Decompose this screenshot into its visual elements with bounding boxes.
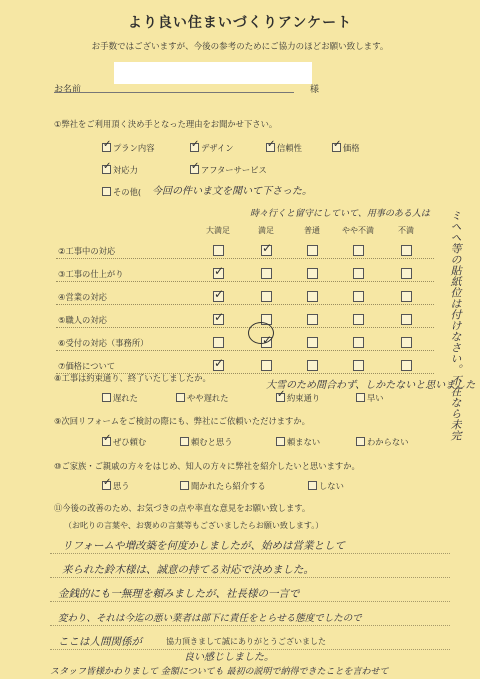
rating-checkbox[interactable]	[307, 337, 318, 348]
checkbox-icon[interactable]	[180, 481, 189, 490]
checkbox-icon[interactable]	[276, 437, 285, 446]
q10-option-yes[interactable]: ✓思う	[102, 480, 130, 492]
q1-other-handwritten: 今回の件いま文を聞いて下さった。	[152, 186, 312, 197]
rating-row-label: ④営業の対応	[58, 292, 107, 302]
checkbox-icon[interactable]	[102, 165, 111, 174]
checkbox-icon[interactable]	[102, 393, 111, 402]
q11-handwritten-closing: 良い感じしました。	[184, 652, 274, 663]
answer-line	[50, 553, 450, 554]
q11-handwritten-line-5: ここは人間関係が	[58, 636, 142, 648]
q11-handwritten-line-2: 来られた鈴木様は、誠意の持てる対応で決めました。	[62, 564, 314, 576]
q11-handwritten-line-4: 変わり、それは今迄の悪い業者は部下に責任をとらせる態度でしたので	[58, 613, 362, 624]
header-very-satisfied: 大満足	[206, 226, 230, 235]
header-neutral: 普通	[304, 226, 320, 235]
q11-handwritten-line-3: 金銭的にも一無理を頼みましたが、社長様の一言で	[58, 588, 300, 600]
q10-option-no[interactable]: しない	[308, 480, 344, 492]
checkbox-icon[interactable]	[190, 143, 199, 152]
rating-checkbox[interactable]	[213, 314, 224, 325]
rating-checkbox[interactable]	[261, 268, 272, 279]
answer-line	[50, 601, 450, 602]
rating-checkbox[interactable]	[307, 314, 318, 325]
rating-checkbox[interactable]	[353, 245, 364, 256]
rating-checkbox[interactable]	[353, 268, 364, 279]
rating-checkbox[interactable]	[213, 291, 224, 302]
name-redaction	[114, 62, 312, 84]
q1-option-plan[interactable]: ✓プラン内容	[102, 142, 155, 154]
rating-row-label: ⑦価格について	[58, 361, 116, 371]
rating-checkbox[interactable]	[307, 268, 318, 279]
rating-row-label: ⑥受付の対応（事務所）	[58, 338, 149, 348]
checkbox-icon[interactable]	[180, 437, 189, 446]
rating-checkbox[interactable]	[353, 291, 364, 302]
q9-option-no[interactable]: 頼まない	[276, 436, 320, 448]
q11-subnote: （お叱りの言葉や、お褒めの言葉等もございましたらお願い致します。）	[64, 521, 324, 530]
q9-option-definitely[interactable]: ✓ぜひ頼む	[102, 436, 146, 448]
q8-option-early[interactable]: 早い	[356, 392, 384, 404]
page-title: より良い住まいづくりアンケート	[127, 15, 353, 31]
rating-checkbox[interactable]	[401, 337, 412, 348]
q1-option-price[interactable]: ✓ 価格	[332, 142, 360, 154]
rating-checkbox[interactable]	[213, 245, 224, 256]
checkbox-icon[interactable]	[308, 481, 317, 490]
rating-checkbox[interactable]	[353, 314, 364, 325]
answer-line	[50, 625, 450, 626]
header-satisfied: 満足	[258, 226, 274, 235]
rating-checkbox[interactable]	[261, 360, 272, 371]
q10-question: ⑩ご家族・ご親戚の方々をはじめ、知人の方々に弊社を紹介したいと思いますか。	[54, 461, 360, 471]
q1-option-response[interactable]: ✓対応力	[102, 164, 138, 176]
rating-checkbox[interactable]	[401, 268, 412, 279]
checkbox-icon[interactable]	[356, 437, 365, 446]
q1-option-trust[interactable]: ✓ 信頼性	[266, 142, 302, 154]
rating-annotation-handwritten: 時々行くと留守にしていて、用事のある人は	[250, 209, 430, 219]
row-divider	[56, 258, 434, 259]
rating-checkbox[interactable]	[307, 360, 318, 371]
checkbox-icon[interactable]	[102, 187, 111, 196]
checkbox-icon[interactable]	[176, 393, 185, 402]
rating-row-label: ⑤職人の対応	[58, 315, 107, 325]
row-divider	[56, 304, 434, 305]
rating-checkbox[interactable]	[261, 245, 272, 256]
checkbox-icon[interactable]	[332, 143, 341, 152]
q8-option-slightly-late[interactable]: やや遅れた	[176, 392, 229, 404]
q1-option-other[interactable]: その他(	[102, 186, 141, 198]
q8-option-on-time[interactable]: ✓ 約束通り	[276, 392, 320, 404]
rating-checkbox[interactable]	[261, 291, 272, 302]
rating-checkbox[interactable]	[213, 268, 224, 279]
rating-checkbox[interactable]	[213, 360, 224, 371]
name-suffix: 様	[310, 85, 320, 95]
thanks-text: 協力頂きまして誠にありがとうございました	[166, 637, 326, 646]
checkbox-icon[interactable]	[356, 393, 365, 402]
rating-checkbox[interactable]	[401, 291, 412, 302]
row-divider	[56, 327, 434, 328]
checkbox-icon[interactable]	[190, 165, 199, 174]
q8-option-late[interactable]: 遅れた	[102, 392, 138, 404]
q11-handwritten-line-1: リフォームや増改築を何度かしましたが、始めは営業として	[62, 540, 345, 552]
q11-handwritten-bottom: スタッフ皆様かわりまして 金額についても 最初の説明で納得できたことを言わせて	[50, 667, 389, 677]
checkbox-icon[interactable]	[266, 143, 275, 152]
rating-checkbox[interactable]	[353, 360, 364, 371]
rating-checkbox[interactable]	[353, 337, 364, 348]
row-divider	[56, 350, 434, 351]
q1-question: ①弊社をご利用頂く決め手となった理由をお聞かせ下さい。	[54, 119, 278, 129]
checkbox-icon[interactable]	[276, 393, 285, 402]
rating-row-label: ②工事中の対応	[58, 246, 116, 256]
name-underline	[54, 92, 294, 93]
q9-option-unknown[interactable]: わからない	[356, 436, 409, 448]
checkbox-icon[interactable]	[102, 481, 111, 490]
rating-row-label: ③工事の仕上がり	[58, 269, 124, 279]
row-divider	[56, 281, 434, 282]
q1-option-design[interactable]: ✓ デザイン	[190, 142, 234, 154]
q9-question: ⑨次回リフォームをご検討の際にも、弊社にご依頼いただけますか。	[54, 416, 310, 426]
checkbox-icon[interactable]	[102, 143, 111, 152]
rating-checkbox[interactable]	[307, 245, 318, 256]
answer-line	[50, 577, 450, 578]
q8-question: ⑧工事は約束通り、終了いたしましたか。	[54, 373, 211, 383]
rating-checkbox[interactable]	[307, 291, 318, 302]
intro-text: お手数ではございますが、今後の参考のためにご協力のほどお願い致します。	[91, 42, 389, 52]
checkbox-icon[interactable]	[102, 437, 111, 446]
rating-checkbox[interactable]	[213, 337, 224, 348]
side-note-handwritten: ミヘヘ等の貼紙位は付けなさい。不在なら未完	[449, 210, 462, 441]
q11-question: ⑪今後の改善のため、お気づきの点や率直な意見をお願い致します。	[54, 503, 311, 513]
q9-option-probably[interactable]: 頼むと思う	[180, 436, 233, 448]
rating-checkbox[interactable]	[401, 360, 412, 371]
q10-option-if-asked[interactable]: 聞かれたら紹介する	[180, 480, 266, 492]
rating-checkbox[interactable]	[401, 314, 412, 325]
q8-handwritten: 大雪のため間合わず、しかたないと思いました	[266, 380, 476, 391]
q1-option-aftercare[interactable]: ✓ アフターサービス	[190, 164, 267, 176]
rating-checkbox[interactable]	[401, 245, 412, 256]
hand-drawn-circle	[248, 322, 274, 344]
header-somewhat-dissatisfied: やや不満	[342, 226, 374, 235]
header-dissatisfied: 不満	[398, 226, 414, 235]
name-label: お名前	[54, 85, 82, 95]
